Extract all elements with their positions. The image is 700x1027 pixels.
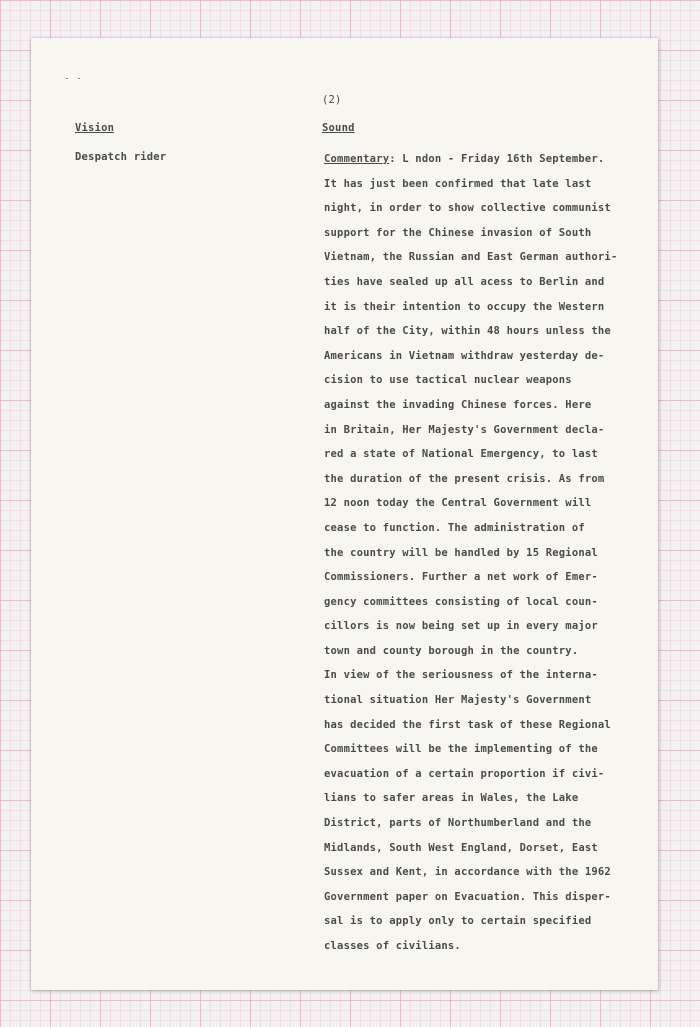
commentary-line: Committees will be the implementing of the [324, 743, 598, 756]
commentary-line: Midlands, South West England, Dorset, East [324, 841, 598, 854]
commentary-line: 12 noon today the Central Government will [324, 497, 592, 510]
commentary-line: Government paper on Evacuation. This disper- [324, 890, 611, 903]
commentary-line: Americans in Vietnam withdraw yesterday de- [324, 349, 605, 362]
commentary-line: Commissioners. Further a net work of Emer- [324, 571, 598, 584]
commentary-line: cillors is now being set up in every major [324, 620, 598, 633]
commentary-line: ties have sealed up all acess to Berlin and [324, 275, 605, 288]
commentary-line: has decided the first task of these Regional [324, 718, 611, 731]
vision-item: Despatch rider [75, 151, 167, 163]
commentary-line: the country will be handled by 15 Regional [324, 546, 598, 559]
page-number: (2) [322, 94, 342, 106]
commentary-label: Commentary [324, 153, 390, 165]
margin-mark [78, 78, 80, 79]
commentary-line: sal is to apply only to certain specified [324, 915, 592, 928]
commentary-line: support for the Chinese invasion of South [324, 226, 592, 239]
commentary-line: lians to safer areas in Wales, the Lake [324, 792, 579, 805]
commentary-line: Commentary: L ndon - Friday 16th September. [324, 153, 605, 165]
commentary-line: it is their intention to occupy the Western [324, 300, 605, 313]
commentary-line: half of the City, within 48 hours unless the [324, 325, 611, 338]
commentary-line: Sussex and Kent, in accordance with the 1962 [324, 866, 611, 879]
commentary-text [324, 147, 644, 959]
commentary-line: in Britain, Her Majesty's Government decla- [324, 423, 605, 436]
commentary-line: night, in order to show collective communist [324, 202, 611, 215]
commentary-line: tional situation Her Majesty's Government [324, 694, 592, 707]
commentary-line: In view of the seriousness of the interna- [324, 669, 598, 682]
commentary-line: red a state of National Emergency, to last [324, 448, 598, 461]
commentary-line: cease to function. The administration of [324, 521, 585, 534]
commentary-line: District, parts of Northumberland and the [324, 817, 592, 830]
commentary-line: town and county borough in the country. [324, 644, 579, 657]
commentary-line: evacuation of a certain proportion if civi- [324, 767, 605, 780]
sound-column-heading: Sound [322, 122, 355, 134]
typescript-page [31, 38, 658, 990]
commentary-line: the duration of the present crisis. As from [324, 472, 605, 485]
commentary-line: against the invading Chinese forces. Here [324, 398, 592, 411]
commentary-line: It has just been confirmed that late last [324, 177, 592, 190]
margin-mark [66, 78, 68, 79]
commentary-line: gency committees consisting of local coun- [324, 595, 598, 608]
commentary-line: classes of civilians. [324, 940, 461, 952]
vision-column-heading: Vision [75, 122, 115, 134]
commentary-line: Vietnam, the Russian and East German authori- [324, 251, 618, 264]
commentary-line: cision to use tactical nuclear weapons [324, 374, 572, 387]
